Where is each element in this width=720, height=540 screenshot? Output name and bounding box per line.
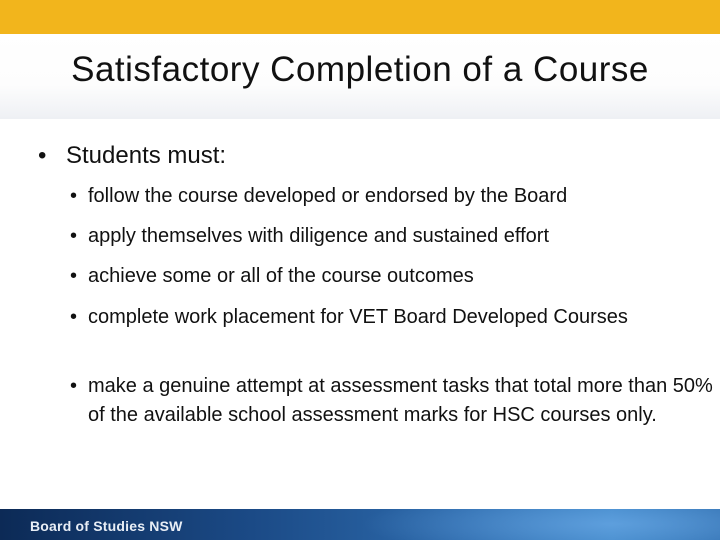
footer-glow bbox=[360, 509, 720, 540]
bullet-icon: • bbox=[70, 265, 78, 287]
list-item-text: complete work placement for VET Board Developed Courses bbox=[88, 306, 628, 328]
list-item-text: achieve some or all of the course outcomes bbox=[88, 265, 474, 287]
slide-title: Satisfactory Completion of a Course bbox=[71, 50, 649, 89]
bullet-icon: • bbox=[70, 375, 78, 397]
footer-brand: Board of Studies NSW bbox=[30, 518, 183, 534]
bullet-level-1-text: Students must: bbox=[66, 142, 227, 169]
bullet-icon: • bbox=[70, 185, 78, 207]
bullet-icon: • bbox=[70, 306, 78, 328]
list-item-text: follow the course developed or endorsed by the Board bbox=[88, 185, 568, 207]
bullet-icon: • bbox=[70, 225, 78, 247]
list-item bbox=[70, 303, 658, 332]
bullet-icon: • bbox=[38, 142, 47, 169]
bullet-level-1 bbox=[38, 142, 226, 170]
list-item bbox=[70, 222, 708, 251]
header-accent-band bbox=[0, 0, 720, 34]
list-item-text: make a genuine attempt at assessment tasks that total more than 50% of the available school assessment marks for HSC courses only. bbox=[88, 375, 713, 426]
footer-bar bbox=[0, 509, 720, 540]
list-item bbox=[70, 262, 708, 291]
list-item bbox=[70, 182, 708, 211]
list-item-text: apply themselves with diligence and sustained effort bbox=[88, 225, 550, 247]
list-item bbox=[70, 372, 713, 430]
